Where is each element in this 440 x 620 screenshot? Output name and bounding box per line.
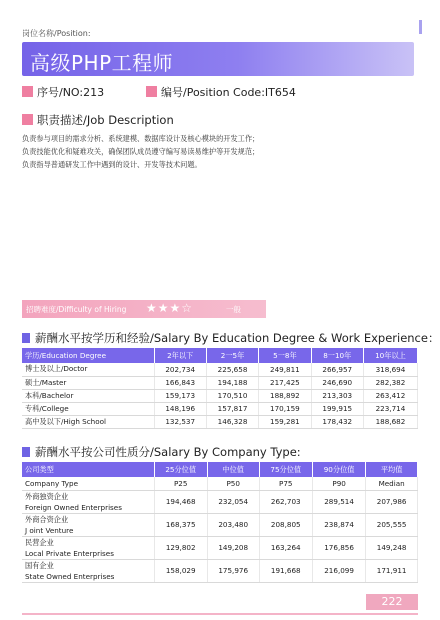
header-cell: 2一5年 <box>206 348 258 363</box>
cell: 249,811 <box>259 363 311 376</box>
serial-number <box>22 84 104 100</box>
header-cell: 2年以下 <box>154 348 206 363</box>
header-cell: 学历/Education Degree <box>22 348 154 363</box>
cell: 188,892 <box>259 389 311 402</box>
job-heading-text: 职责描述/Job Description <box>37 113 174 127</box>
header-cell: 平均值 <box>366 462 418 477</box>
difficulty-bar <box>22 300 266 318</box>
header-cell: 5一8年 <box>259 348 311 363</box>
cell: 194,188 <box>206 376 258 389</box>
edu-heading-text: 薪酬水平按学历和经验/Salary By Education Degree & Work Experience： <box>35 331 440 345</box>
header-cell: 10年以上 <box>363 348 417 363</box>
row-label <box>22 490 154 513</box>
cell: 148,196 <box>154 402 206 415</box>
star-rating-icon: ★★★☆ <box>146 301 194 315</box>
cell: 207,986 <box>366 490 418 513</box>
cell: 129,802 <box>154 536 207 559</box>
pink-square-icon <box>146 86 157 97</box>
cell: 217,425 <box>259 376 311 389</box>
cell: 132,537 <box>154 415 206 428</box>
cell: 194,468 <box>154 490 207 513</box>
position-label: 岗位名称/Position: <box>22 29 91 38</box>
cell: 289,514 <box>312 490 365 513</box>
company-salary-heading <box>22 444 301 460</box>
cell: 199,915 <box>311 402 363 415</box>
cell: 178,432 <box>311 415 363 428</box>
serial-text: 序号/NO:213 <box>37 86 105 99</box>
cell: 238,874 <box>312 513 365 536</box>
cell: P75 <box>259 477 312 490</box>
row-label: 本科/Bachelor <box>22 389 154 402</box>
table-header-row <box>22 462 418 477</box>
header-cell: 75分位值 <box>259 462 312 477</box>
cell: 168,375 <box>154 513 207 536</box>
position-code <box>146 84 296 100</box>
cell: 208,805 <box>259 513 312 536</box>
company-salary-table <box>22 462 418 583</box>
pink-square-icon <box>22 114 33 125</box>
company-type-zh: 外商合资企业 <box>25 514 69 524</box>
purple-bar-icon <box>22 333 30 343</box>
header-cell: 公司类型 <box>22 462 154 477</box>
company-type-zh: 民营企业 <box>25 537 54 547</box>
cell: 149,208 <box>207 536 259 559</box>
cell: 176,856 <box>312 536 365 559</box>
table-row <box>22 376 418 389</box>
comp-heading-text: 薪酬水平按公司性质分/Salary By Company Type: <box>35 445 301 459</box>
cell: 146,328 <box>206 415 258 428</box>
row-label: 专科/College <box>22 402 154 415</box>
company-type-zh: 国有企业 <box>25 560 54 570</box>
cell: 175,976 <box>207 559 259 582</box>
cell: 266,957 <box>311 363 363 376</box>
page-title: 高级PHP工程师 <box>30 51 174 75</box>
cell: 157,817 <box>206 402 258 415</box>
row-label: 博士及以上/Doctor <box>22 363 154 376</box>
cell: 262,703 <box>259 490 312 513</box>
table-row <box>22 536 418 559</box>
table-row <box>22 363 418 376</box>
cell: 158,029 <box>154 559 207 582</box>
header-cell: 8一10年 <box>311 348 363 363</box>
row-label: 硕士/Master <box>22 376 154 389</box>
cell: P25 <box>154 477 207 490</box>
cell: 246,690 <box>311 376 363 389</box>
cell: 159,173 <box>154 389 206 402</box>
table-row <box>22 513 418 536</box>
cell: 171,911 <box>366 559 418 582</box>
bottom-divider <box>22 613 418 615</box>
cell: 223,714 <box>363 402 417 415</box>
cell: 263,412 <box>363 389 417 402</box>
company-type-en: J oint Venture <box>25 525 74 535</box>
edu-salary-table <box>22 348 418 429</box>
cell: 202,734 <box>154 363 206 376</box>
row-label: 高中及以下/High School <box>22 415 154 428</box>
cell: 166,843 <box>154 376 206 389</box>
row-label <box>22 559 154 582</box>
page-number: 222 <box>366 594 418 610</box>
desc-line: 负责参与项目的需求分析、系统建模、数据库设计及核心模块的开发工作； <box>22 134 260 143</box>
cell: 205,555 <box>366 513 418 536</box>
company-type-en: State Owned Enterprises <box>25 571 115 581</box>
company-type-en: Foreign Owned Enterprises <box>25 502 122 512</box>
cell: 170,510 <box>206 389 258 402</box>
table-row <box>22 389 418 402</box>
difficulty-level: 一般 <box>226 305 241 314</box>
cell: 213,303 <box>311 389 363 402</box>
table-row <box>22 490 418 513</box>
corner-accent <box>419 20 422 34</box>
difficulty-label: 招聘难度/Difficulty of Hiring <box>26 305 127 314</box>
header-cell: 25分位值 <box>154 462 207 477</box>
cell: 188,682 <box>363 415 417 428</box>
cell: P50 <box>207 477 259 490</box>
cell: 163,264 <box>259 536 312 559</box>
cell: P90 <box>312 477 365 490</box>
header-cell: 中位值 <box>207 462 259 477</box>
cell: 232,054 <box>207 490 259 513</box>
code-text: 编号/Position Code:IT654 <box>161 86 296 99</box>
pink-square-icon <box>22 86 33 97</box>
company-type-zh: 外商独资企业 <box>25 491 69 501</box>
cell: 203,480 <box>207 513 259 536</box>
table-header-row <box>22 348 418 363</box>
desc-line: 负责技能优化和疑难攻关，确保团队成员遵守编写易读易维护等开发规范； <box>22 147 260 156</box>
cell: 318,694 <box>363 363 417 376</box>
row-label: Company Type <box>22 477 154 490</box>
purple-bar-icon <box>22 447 30 457</box>
title-banner <box>22 42 414 76</box>
cell: 170,159 <box>259 402 311 415</box>
desc-line: 负责指导普通研发工作中遇到的设计、开发等技术问题。 <box>22 160 202 169</box>
table-row <box>22 402 418 415</box>
table-subheader-row <box>22 477 418 490</box>
row-label <box>22 536 154 559</box>
edu-salary-heading <box>22 330 439 346</box>
cell: Median <box>366 477 418 490</box>
job-description <box>22 132 422 171</box>
job-description-heading <box>22 112 174 128</box>
cell: 216,099 <box>312 559 365 582</box>
cell: 159,281 <box>259 415 311 428</box>
cell: 282,382 <box>363 376 417 389</box>
table-row <box>22 415 418 428</box>
cell: 149,248 <box>366 536 418 559</box>
cell: 225,658 <box>206 363 258 376</box>
header-cell: 90分位值 <box>312 462 365 477</box>
cell: 191,668 <box>259 559 312 582</box>
table-row <box>22 559 418 582</box>
row-label <box>22 513 154 536</box>
company-type-en: Local Private Enterprises <box>25 548 114 558</box>
